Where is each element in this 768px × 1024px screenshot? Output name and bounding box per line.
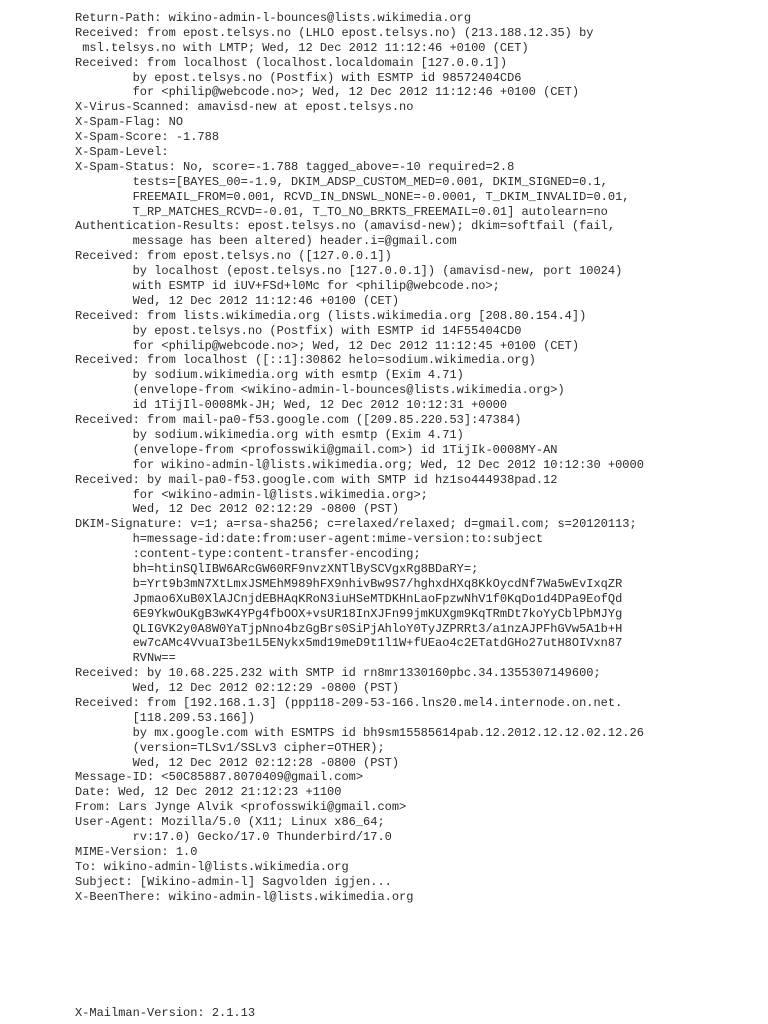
header-line: Authentication-Results: epost.telsys.no (amavisd-new); dkim=softfail (fail, xyxy=(75,219,616,234)
header-line: by sodium.wikimedia.org with esmtp (Exim 4.71) xyxy=(75,368,464,383)
header-line: 6E9YkwOuKgB3wK4YPg4fbOOX+vsUR18InXJFn99jmKUXgm9KqTRmDt7koYyCblPbMJYg xyxy=(75,606,623,621)
header-line: X-BeenThere: wikino-admin-l@lists.wikimedia.org xyxy=(75,889,414,904)
header-line: User-Agent: Mozilla/5.0 (X11; Linux x86_64; xyxy=(75,815,385,830)
header-line: QLIGVK2y0A8W0YaTjpNno4bzGgBrs0SiPjAhloY0TyJZPRRt3/a1nzAJPFhGVw5A1b+H xyxy=(75,621,623,636)
header-line: X-Virus-Scanned: amavisd-new at epost.telsys.no xyxy=(75,100,414,115)
header-line: rv:17.0) Gecko/17.0 Thunderbird/17.0 xyxy=(75,829,392,844)
header-line: T_RP_MATCHES_RCVD=-0.01, T_TO_NO_BRKTS_FREEMAIL=0.01] autolearn=no xyxy=(75,204,608,219)
header-line: Subject: [Wikino-admin-l] Sagvolden igjen... xyxy=(75,874,392,889)
header-line: Received: from epost.telsys.no ([127.0.0.1]) xyxy=(75,249,392,264)
header-line: X-Spam-Score: -1.788 xyxy=(75,130,220,145)
header-line: id 1TijIl-0008Mk-JH; Wed, 12 Dec 2012 10:12:31 +0000 xyxy=(75,398,508,413)
header-line: for <wikino-admin-l@lists.wikimedia.org>; xyxy=(75,487,428,502)
header-line: msl.telsys.no with LMTP; Wed, 12 Dec 2012 11:12:46 +0100 (CET) xyxy=(75,40,529,55)
header-line: (envelope-from <profosswiki@gmail.com>) id 1TijIk-0008MY-AN xyxy=(75,442,558,457)
header-line: DKIM-Signature: v=1; a=rsa-sha256; c=relaxed/relaxed; d=gmail.com; s=20120113; xyxy=(75,517,637,532)
header-line: Jpmao6XuB0XlAJCnjdEBHAqKRoN3iuHSeMTDKHnLaoFpzwNhV1f0KqDo1d4DPa9EofQd xyxy=(75,591,623,606)
header-line: (envelope-from <wikino-admin-l-bounces@lists.wikimedia.org>) xyxy=(75,383,565,398)
header-line: for <philip@webcode.no>; Wed, 12 Dec 2012 11:12:46 +0100 (CET) xyxy=(75,85,580,100)
header-line: for <philip@webcode.no>; Wed, 12 Dec 2012 11:12:45 +0100 (CET) xyxy=(75,338,580,353)
header-line: Received: from localhost ([::1]:30862 helo=sodium.wikimedia.org) xyxy=(75,353,536,368)
header-line: Date: Wed, 12 Dec 2012 21:12:23 +1100 xyxy=(75,785,342,800)
header-line: Received: from lists.wikimedia.org (lists.wikimedia.org [208.80.154.4]) xyxy=(75,308,587,323)
header-line: message has been altered) header.i=@gmail.com xyxy=(75,234,457,249)
header-line: Wed, 12 Dec 2012 02:12:28 -0800 (PST) xyxy=(75,755,400,770)
email-headers xyxy=(75,11,765,904)
header-line: by mx.google.com with ESMTPS id bh9sm15585614pab.12.2012.12.12.02.12.26 xyxy=(75,725,644,740)
header-line: Received: from epost.telsys.no (LHLO epost.telsys.no) (213.188.12.35) by xyxy=(75,25,594,40)
header-line: by epost.telsys.no (Postfix) with ESMTP id 98572404CD6 xyxy=(75,70,522,85)
header-line: by localhost (epost.telsys.no [127.0.0.1]) (amavisd-new, port 10024) xyxy=(75,264,623,279)
header-line: :content-type:content-transfer-encoding; xyxy=(75,547,421,562)
header-line: X-Spam-Flag: NO xyxy=(75,115,184,130)
header-line: tests=[BAYES_00=-1.9, DKIM_ADSP_CUSTOM_MED=0.001, DKIM_SIGNED=0.1, xyxy=(75,174,608,189)
header-line: (version=TLSv1/SSLv3 cipher=OTHER); xyxy=(75,740,385,755)
header-line: MIME-Version: 1.0 xyxy=(75,844,198,859)
header-line: [118.209.53.166]) xyxy=(75,710,256,725)
header-line: RVNw== xyxy=(75,651,176,666)
header-line: FREEMAIL_FROM=0.001, RCVD_IN_DNSWL_NONE=-0.0001, T_DKIM_INVALID=0.01, xyxy=(75,189,630,204)
header-line: Received: by mail-pa0-f53.google.com with SMTP id hz1so444938pad.12 xyxy=(75,472,558,487)
header-line: Received: by 10.68.225.232 with SMTP id rn8mr1330160pbc.34.1355307149600; xyxy=(75,666,601,681)
header-line: Wed, 12 Dec 2012 11:12:46 +0100 (CET) xyxy=(75,293,400,308)
header-line: h=message-id:date:from:user-agent:mime-version:to:subject xyxy=(75,532,544,547)
header-line: X-Spam-Status: No, score=-1.788 tagged_above=-10 required=2.8 xyxy=(75,159,515,174)
header-line: Wed, 12 Dec 2012 02:12:29 -0800 (PST) xyxy=(75,502,400,517)
mailman-version-line: X-Mailman-Version: 2.1.13 xyxy=(75,1006,256,1020)
header-line: Wed, 12 Dec 2012 02:12:29 -0800 (PST) xyxy=(75,681,400,696)
header-line: with ESMTP id iUV+FSd+l0Mc for <philip@webcode.no>; xyxy=(75,279,500,294)
header-line: ew7cAMc4VvuaI3be1L5ENykx5md19meD9t1l1W+fUEao4c2ETatdGHo27utH8OIVxn87 xyxy=(75,636,623,651)
header-line: To: wikino-admin-l@lists.wikimedia.org xyxy=(75,859,349,874)
header-line: bh=htinSQlIBW6ARcGW60RF9nvzXNTlBySCVgxRg8BDaRY=; xyxy=(75,561,479,576)
header-line: by epost.telsys.no (Postfix) with ESMTP id 14F55404CD0 xyxy=(75,323,522,338)
header-line: Received: from mail-pa0-f53.google.com ([209.85.220.53]:47384) xyxy=(75,413,522,428)
header-line: Message-ID: <50C85887.8070409@gmail.com> xyxy=(75,770,364,785)
header-line: X-Spam-Level: xyxy=(75,145,169,160)
header-line: Received: from [192.168.1.3] (ppp118-209-53-166.lns20.mel4.internode.on.net. xyxy=(75,695,623,710)
header-line: Received: from localhost (localhost.localdomain [127.0.0.1]) xyxy=(75,55,508,70)
header-line: Return-Path: wikino-admin-l-bounces@lists.wikimedia.org xyxy=(75,11,472,25)
header-line: for wikino-admin-l@lists.wikimedia.org; Wed, 12 Dec 2012 10:12:30 +0000 xyxy=(75,457,644,472)
header-line: b=Yrt9b3mN7XtLmxJSMEhM989hFX9nhivBw9S7/hghxdHXq8KkOycdNf7Wa5wEvIxqZR xyxy=(75,576,623,591)
header-line: From: Lars Jynge Alvik <profosswiki@gmail.com> xyxy=(75,800,407,815)
header-line: by sodium.wikimedia.org with esmtp (Exim 4.71) xyxy=(75,427,464,442)
